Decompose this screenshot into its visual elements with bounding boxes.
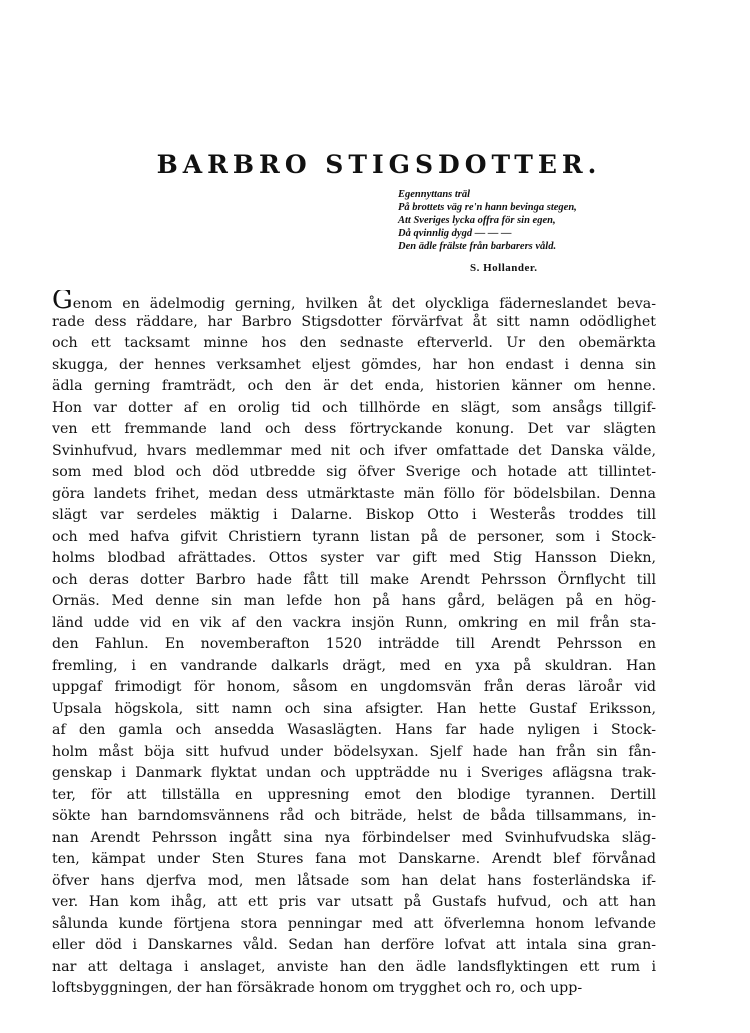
body-line: och deras dotter Barbro hade fått till make Arendt Pehrsson Örnflycht till <box>52 571 656 588</box>
body-line: genskap i Danmark flyktat undan och uppträdde nu i Sveriges aflägsna trak- <box>52 765 656 781</box>
body-line: göra landets frihet, medan dess utmärktaste män föllo för bödelsbilan. Denna <box>52 485 656 502</box>
body-line: skugga, der hennes verksamhet eljest gömdes, har hon endast i denna sin <box>52 356 656 373</box>
epigraph-line: Den ädle frälste från barbarers våld. <box>398 241 557 252</box>
body-line: sålunda kunde förtjena stora penningar med att öfverlemna honom lefvande <box>52 915 656 932</box>
body-line: nar att deltaga i anslaget, anviste han den ädle landsflyktingen ett rum i <box>52 958 656 975</box>
epigraph <box>398 188 698 253</box>
body-line: ädla gerning framträdt, och den är det enda, historien känner om henne. <box>52 378 656 394</box>
body-line: uppgaf frimodigt för honom, såsom en ungdomsvän från deras läroår vid <box>52 679 656 695</box>
body-line: rade dess räddare, har Barbro Stigsdotter förvärfvat åt sitt namn odödlighet <box>52 313 656 330</box>
body-line: och med hafva gifvit Christiern tyrann listan på de personer, som i Stock- <box>52 528 656 545</box>
body-line: ten, kämpat under Sten Stures fana mot Danskarne. Arendt blef förvånad <box>52 851 656 867</box>
body-text <box>52 290 656 1000</box>
body-line: Ornäs. Med denne sin man lefde hon på hans gård, belägen på en hög- <box>52 593 656 609</box>
drop-cap: G <box>52 290 73 312</box>
body-line: ven ett fremmande land och dess förtryckande konung. Det var slägten <box>52 421 656 437</box>
body-line: holms blodbad afrättades. Ottos syster var gift med Stig Hansson Diekn, <box>52 550 656 566</box>
page-title: BARBRO STIGSDOTTER. <box>156 150 602 179</box>
body-line: Svinhufvud, hvars medlemmar med nit och ifver omfattade det Danska välde, <box>52 442 656 459</box>
body-line: länd udde vid en vik af den vackra insjön Runn, omkring en mil från sta- <box>52 614 656 631</box>
epigraph-line: Egennyttans träl <box>398 189 471 200</box>
body-line: öfver hans djerfva mod, men låtsade som han delat hans fosterländska if- <box>52 872 656 889</box>
body-line: ver. Han kom ihåg, att ett pris var utsatt på Gustafs hufvud, och att han <box>52 894 656 910</box>
body-line: af den gamla och ansedda Wasaslägten. Hans far hade nyligen i Stock- <box>52 722 656 738</box>
epigraph-attribution: S. Hollander. <box>470 262 538 274</box>
body-line: eller död i Danskarnes våld. Sedan han derföre lofvat att intala sina gran- <box>52 937 656 953</box>
body-line: loftsbyggningen, der han försäkrade honom om trygghet och ro, och upp- <box>52 980 583 996</box>
body-line-text: enom en ädelmodig gerning, hvilken åt det olyckliga fäderneslandet beva- <box>72 296 656 312</box>
body-line: Upsala högskola, sitt namn och sina afsigter. Han hette Gustaf Eriksson, <box>52 700 656 717</box>
body-line: den Fahlun. En novemberafton 1520 inträdde till Arendt Pehrsson en <box>52 636 656 652</box>
body-line: Hon var dotter af en orolig tid och tillhörde en slägt, som ansågs tillgif- <box>52 399 656 416</box>
epigraph-line: Att Sveriges lycka offra för sin egen, <box>398 215 556 226</box>
body-line: och ett tacksamt minne hos den sednaste efterverld. Ur den obemärkta <box>52 335 656 351</box>
body-line: som med blod och död utbredde sig öfver Sverige och hotade att tillintet- <box>52 464 656 480</box>
body-line: nan Arendt Pehrsson ingått sina nya förbindelser med Svinhufvudska släg- <box>52 829 656 846</box>
epigraph-line: Då qvinnlig dygd — — — <box>398 228 512 239</box>
body-line: holm måst böja sitt hufvud under bödelsyxan. Sjelf hade han från sin fån- <box>52 743 656 760</box>
body-line: slägt var serdeles mäktig i Dalarne. Biskop Otto i Westerås troddes till <box>52 507 656 523</box>
body-line: sökte han barndomsvännens råd och biträde, helst de båda tillsammans, in- <box>52 808 656 824</box>
body-line: ter, för att tillställa en uppresning emot den blodige tyrannen. Dertill <box>52 786 656 803</box>
epigraph-line: På brottets väg re'n hann bevinga stegen, <box>398 202 577 213</box>
body-line <box>52 290 656 312</box>
body-line: fremling, i en vandrande dalkarls drägt, med en yxa på skuldran. Han <box>52 657 656 674</box>
